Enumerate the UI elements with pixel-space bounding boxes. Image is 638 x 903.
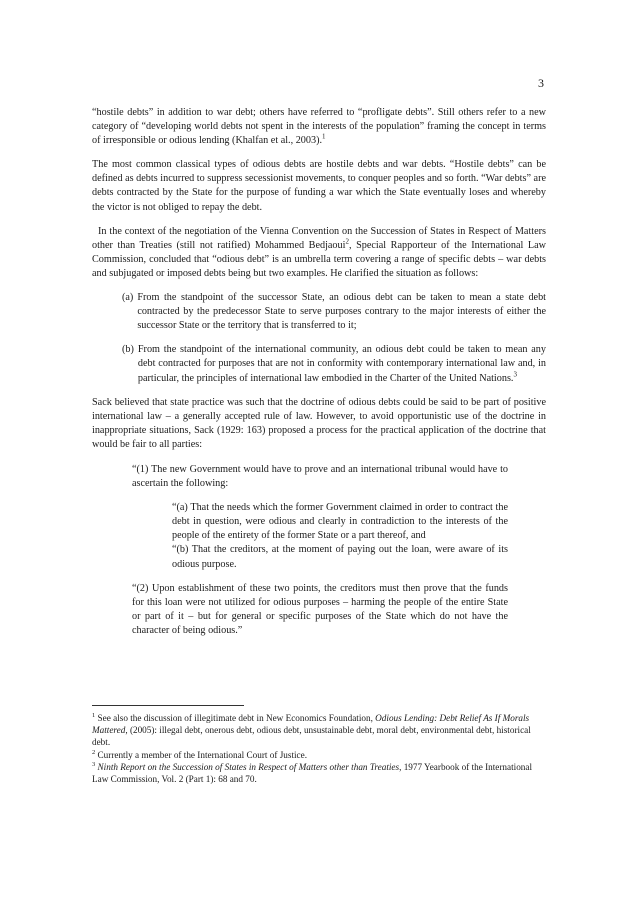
- list-item-text: From the standpoint of the successor State, an odious debt can be taken to mean a state debt contracted by the predecessor State to serve purposes contrary to the major interests of either the successor State or the territory that is transferred to it;: [137, 292, 546, 332]
- paragraph-sack-process: Sack believed that state practice was such that the doctrine of odious debts could be said to be part of positive international law – a generally accepted rule of law. However, to avoid opportunistic use of the doctrine in inappropriate situations, Sack (1929: 163) proposed a process for the practical application of the doctrine that would be fair to all parties:: [92, 396, 546, 450]
- quote-point-2: “(2) Upon establishment of these two points, the creditors must then prove that the funds for this loan were not utilized for odious purposes – harming the people of the entire State or part of it – but for general or specific purposes of the State which do not have the character of being odious.”: [132, 582, 508, 636]
- footnote-separator: [92, 705, 244, 706]
- footnote-text: See also the discussion of illegitimate debt in New Economics Foundation,: [95, 713, 376, 723]
- paragraph-text: “hostile debts” in addition to war debt; others have referred to “profligate debts”. Still others refer to a new category of “developing world debts not spent in the interests of the population” framing the concept in terms of irresponsible or odious lending (Khalfan et al., 2003).: [92, 107, 546, 147]
- quote-point-1a: “(a) That the needs which the former Government claimed in order to contract the debt in question, were odious and clearly in contradiction to the interests of the people of the entirety of the former State or a part thereof, and: [172, 502, 508, 542]
- footnote-text: Currently a member of the International Court of Justice.: [95, 749, 308, 760]
- list-marker: (a): [122, 292, 134, 304]
- footnote-number: 1: [92, 711, 96, 719]
- paragraph-vienna-convention: [92, 225, 546, 281]
- footnote-ref-3[interactable]: 3: [513, 370, 517, 379]
- footnote-number: 3: [92, 760, 96, 768]
- paragraph-text: In the context of the negotiation of the Vienna Convention on the Succession of States in Respect of Matters other than Treaties (still not ratified) Mohammed Bedjaoui: [92, 225, 546, 251]
- footnote-title: Ninth Report on the Succession of States in Respect of Matters other than Treaties: [95, 761, 400, 772]
- quote-point-1b: “(b) That the creditors, at the moment of paying out the loan, were aware of its odious purpose.: [172, 544, 508, 570]
- list-item-text-body: From the standpoint of the international community, an odious debt could be taken to mean any debt contracted for purposes that are not in conformity with contemporary international law and, in particular, the principles of international law embodied in the Charter of the United Nations.: [137, 344, 546, 384]
- footnote-title: Odious Lending: Debt Relief As If Morals Mattered: [92, 713, 530, 736]
- main-body: [92, 106, 546, 638]
- footnote-number: 2: [92, 748, 96, 756]
- quote-subpoints: [172, 501, 508, 571]
- quote-point-1: “(1) The new Government would have to prove and an international tribunal would have to ascertain the following:: [132, 463, 508, 490]
- footnote-text: , 1977 Yearbook of the International Law Commission, Vol. 2 (Part 1): 68 and 70.: [92, 761, 533, 785]
- footnote-1: [92, 712, 546, 749]
- footnote-2: [92, 749, 546, 761]
- footnote-3: [92, 761, 546, 785]
- bedjaoui-definitions-list: [122, 291, 546, 386]
- paragraph-hostile-debts: [92, 106, 546, 148]
- list-item-a: [122, 291, 546, 333]
- list-marker: (b): [122, 344, 134, 356]
- footnote-ref-2[interactable]: 2: [345, 237, 349, 246]
- footnote-text: , (2005): illegal debt, onerous debt, odious debt, unsustainable debt, moral debt, environmental debt, historical debt.: [92, 725, 531, 748]
- list-item-b: [122, 343, 546, 385]
- list-item-text: [138, 343, 546, 385]
- sack-quotation: [132, 463, 508, 638]
- page-number: 3: [538, 76, 544, 90]
- footnotes: [92, 712, 546, 785]
- footnote-ref-1[interactable]: 1: [322, 132, 326, 141]
- paragraph-classical-types: The most common classical types of odious debts are hostile debts and war debts. “Hostile debts” can be defined as debts incurred to suppress secessionist movements, to conquer peoples and so forth. “War debts” are debts contracted by the State for the purpose of funding a war which the State eventually loses and whereby the victor is not obliged to repay the debt.: [92, 159, 546, 213]
- paragraph-text: , Special Rapporteur of the International Law Commission, concluded that “odious debt” is an umbrella term covering a range of specific debts – war debts and subjugated or imposed debts being but two examples. He clarified the situation as follows:: [92, 239, 546, 279]
